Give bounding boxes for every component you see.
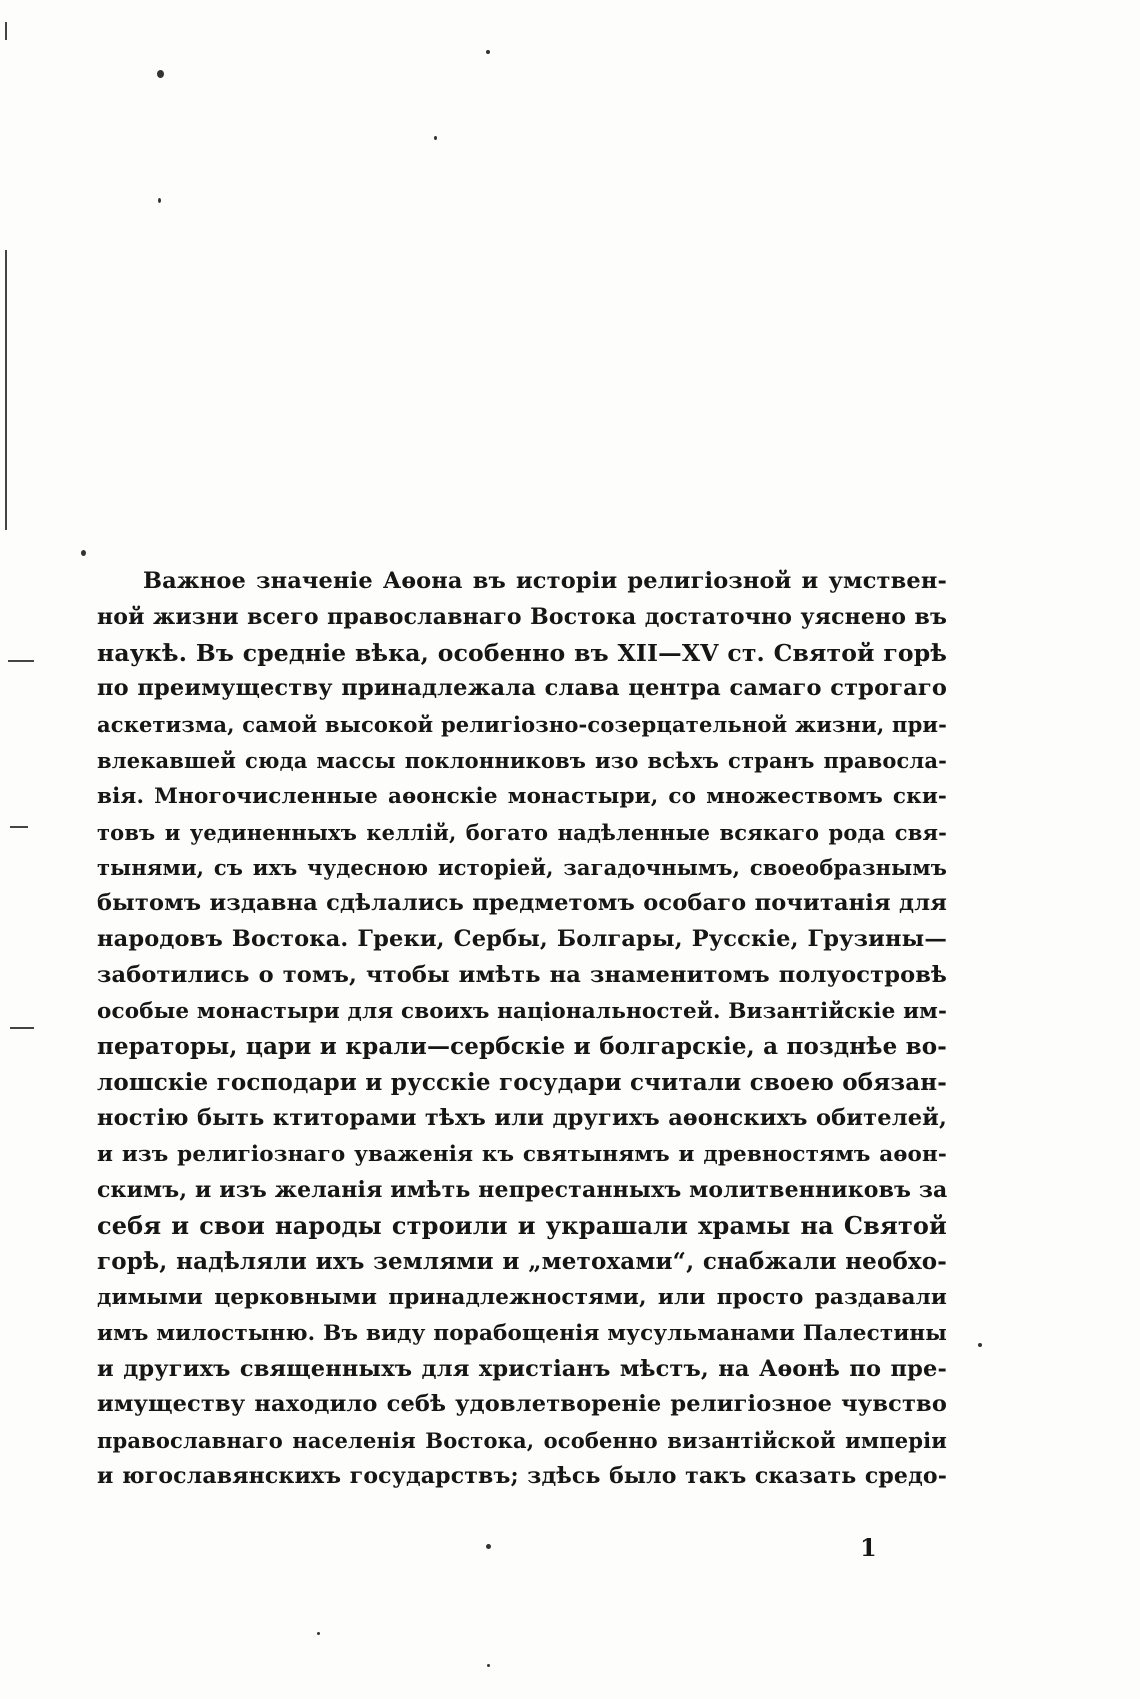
scan-edge-mark [8, 660, 34, 662]
text-line: по преимуществу принадлежала слава центра самаго строгаго [97, 675, 947, 702]
text-line: ной жизни всего православнаго Востока достаточно уяснено въ [97, 603, 947, 630]
scan-speck [486, 1544, 491, 1549]
text-line: особые монастыри для своихъ нацiональностей. Византiйскiе им- [97, 998, 947, 1024]
page-number: 1 [860, 1533, 877, 1562]
scan-speck [978, 1343, 982, 1347]
scan-edge-mark [5, 250, 7, 530]
text-line: и другихъ священныхъ для христiанъ мѣстъ, на Аѳонѣ по пре- [97, 1355, 947, 1382]
scan-edge-mark [10, 1027, 34, 1029]
text-line: бытомъ издавна сдѣлались предметомъ особаго почитанiя для [97, 890, 947, 917]
text-line: имуществу находило себѣ удовлетворенiе религiозное чувство [97, 1391, 947, 1418]
text-line: лошскiе господари и русскiе государи считали своею обязан- [97, 1069, 947, 1097]
text-line: православнаго населенiя Востока, особенно византiйской имперiи [97, 1428, 947, 1454]
text-line: и изъ религiознаго уваженiя къ святынямъ и древностямъ аѳон- [97, 1141, 947, 1167]
text-line: имъ милостыню. Въ виду порабощенiя мусульманами Палестины [97, 1320, 947, 1346]
text-line: ностiю быть ктиторами тѣхъ или другихъ аѳонскихъ обителей, [97, 1104, 947, 1131]
scan-speck [317, 1632, 320, 1635]
scan-speck [434, 136, 437, 140]
text-line: аскетизма, самой высокой религiозно-созерцательной жизни, при- [97, 712, 947, 738]
text-line: горѣ, надѣляли ихъ землями и „метохами“, снабжали необхо- [97, 1248, 947, 1276]
text-line: тынями, съ ихъ чудесною исторiей, загадочнымъ, своеобразнымъ [97, 855, 947, 881]
text-line: Важное значенiе Аѳона въ исторiи религiозной и умствен- [143, 568, 947, 594]
text-line: и югославянскихъ государствъ; здѣсь было такъ сказать средо- [97, 1462, 947, 1489]
text-line: ператоры, цари и крали—сербскiе и болгарскiе, а позднѣе во- [97, 1033, 947, 1061]
scan-speck [81, 550, 86, 556]
scan-speck [486, 50, 490, 54]
scan-edge-mark [10, 826, 28, 828]
text-line: наукѣ. Въ среднiе вѣка, особенно въ XII—XV ст. Святой горѣ [97, 638, 947, 667]
text-line: народовъ Востока. Греки, Сербы, Болгары, Русскiе, Грузины— [97, 925, 947, 952]
scan-speck [157, 70, 164, 78]
scan-edge-mark [5, 22, 7, 40]
text-line: заботились о томъ, чтобы имѣть на знаменитомъ полуостровѣ [97, 961, 947, 988]
text-line: влекавшей сюда массы поклонниковъ изо всѣхъ странъ правосла- [97, 747, 947, 773]
body-text [97, 564, 947, 1495]
scan-speck [158, 198, 161, 203]
text-line: себя и свои народы строили и украшали храмы на Святой [97, 1211, 947, 1241]
text-line: скимъ, и изъ желанiя имѣть непрестанныхъ молитвенниковъ за [97, 1176, 947, 1203]
text-line: вiя. Многочисленные аѳонскiе монастыри, со множествомъ ски- [97, 783, 947, 809]
text-line: димыми церковными принадлежностями, или просто раздавали [97, 1284, 947, 1310]
text-line: товъ и уединенныхъ келлiй, богато надѣленные всякаго рода свя- [97, 819, 947, 845]
scan-speck [487, 1664, 490, 1667]
